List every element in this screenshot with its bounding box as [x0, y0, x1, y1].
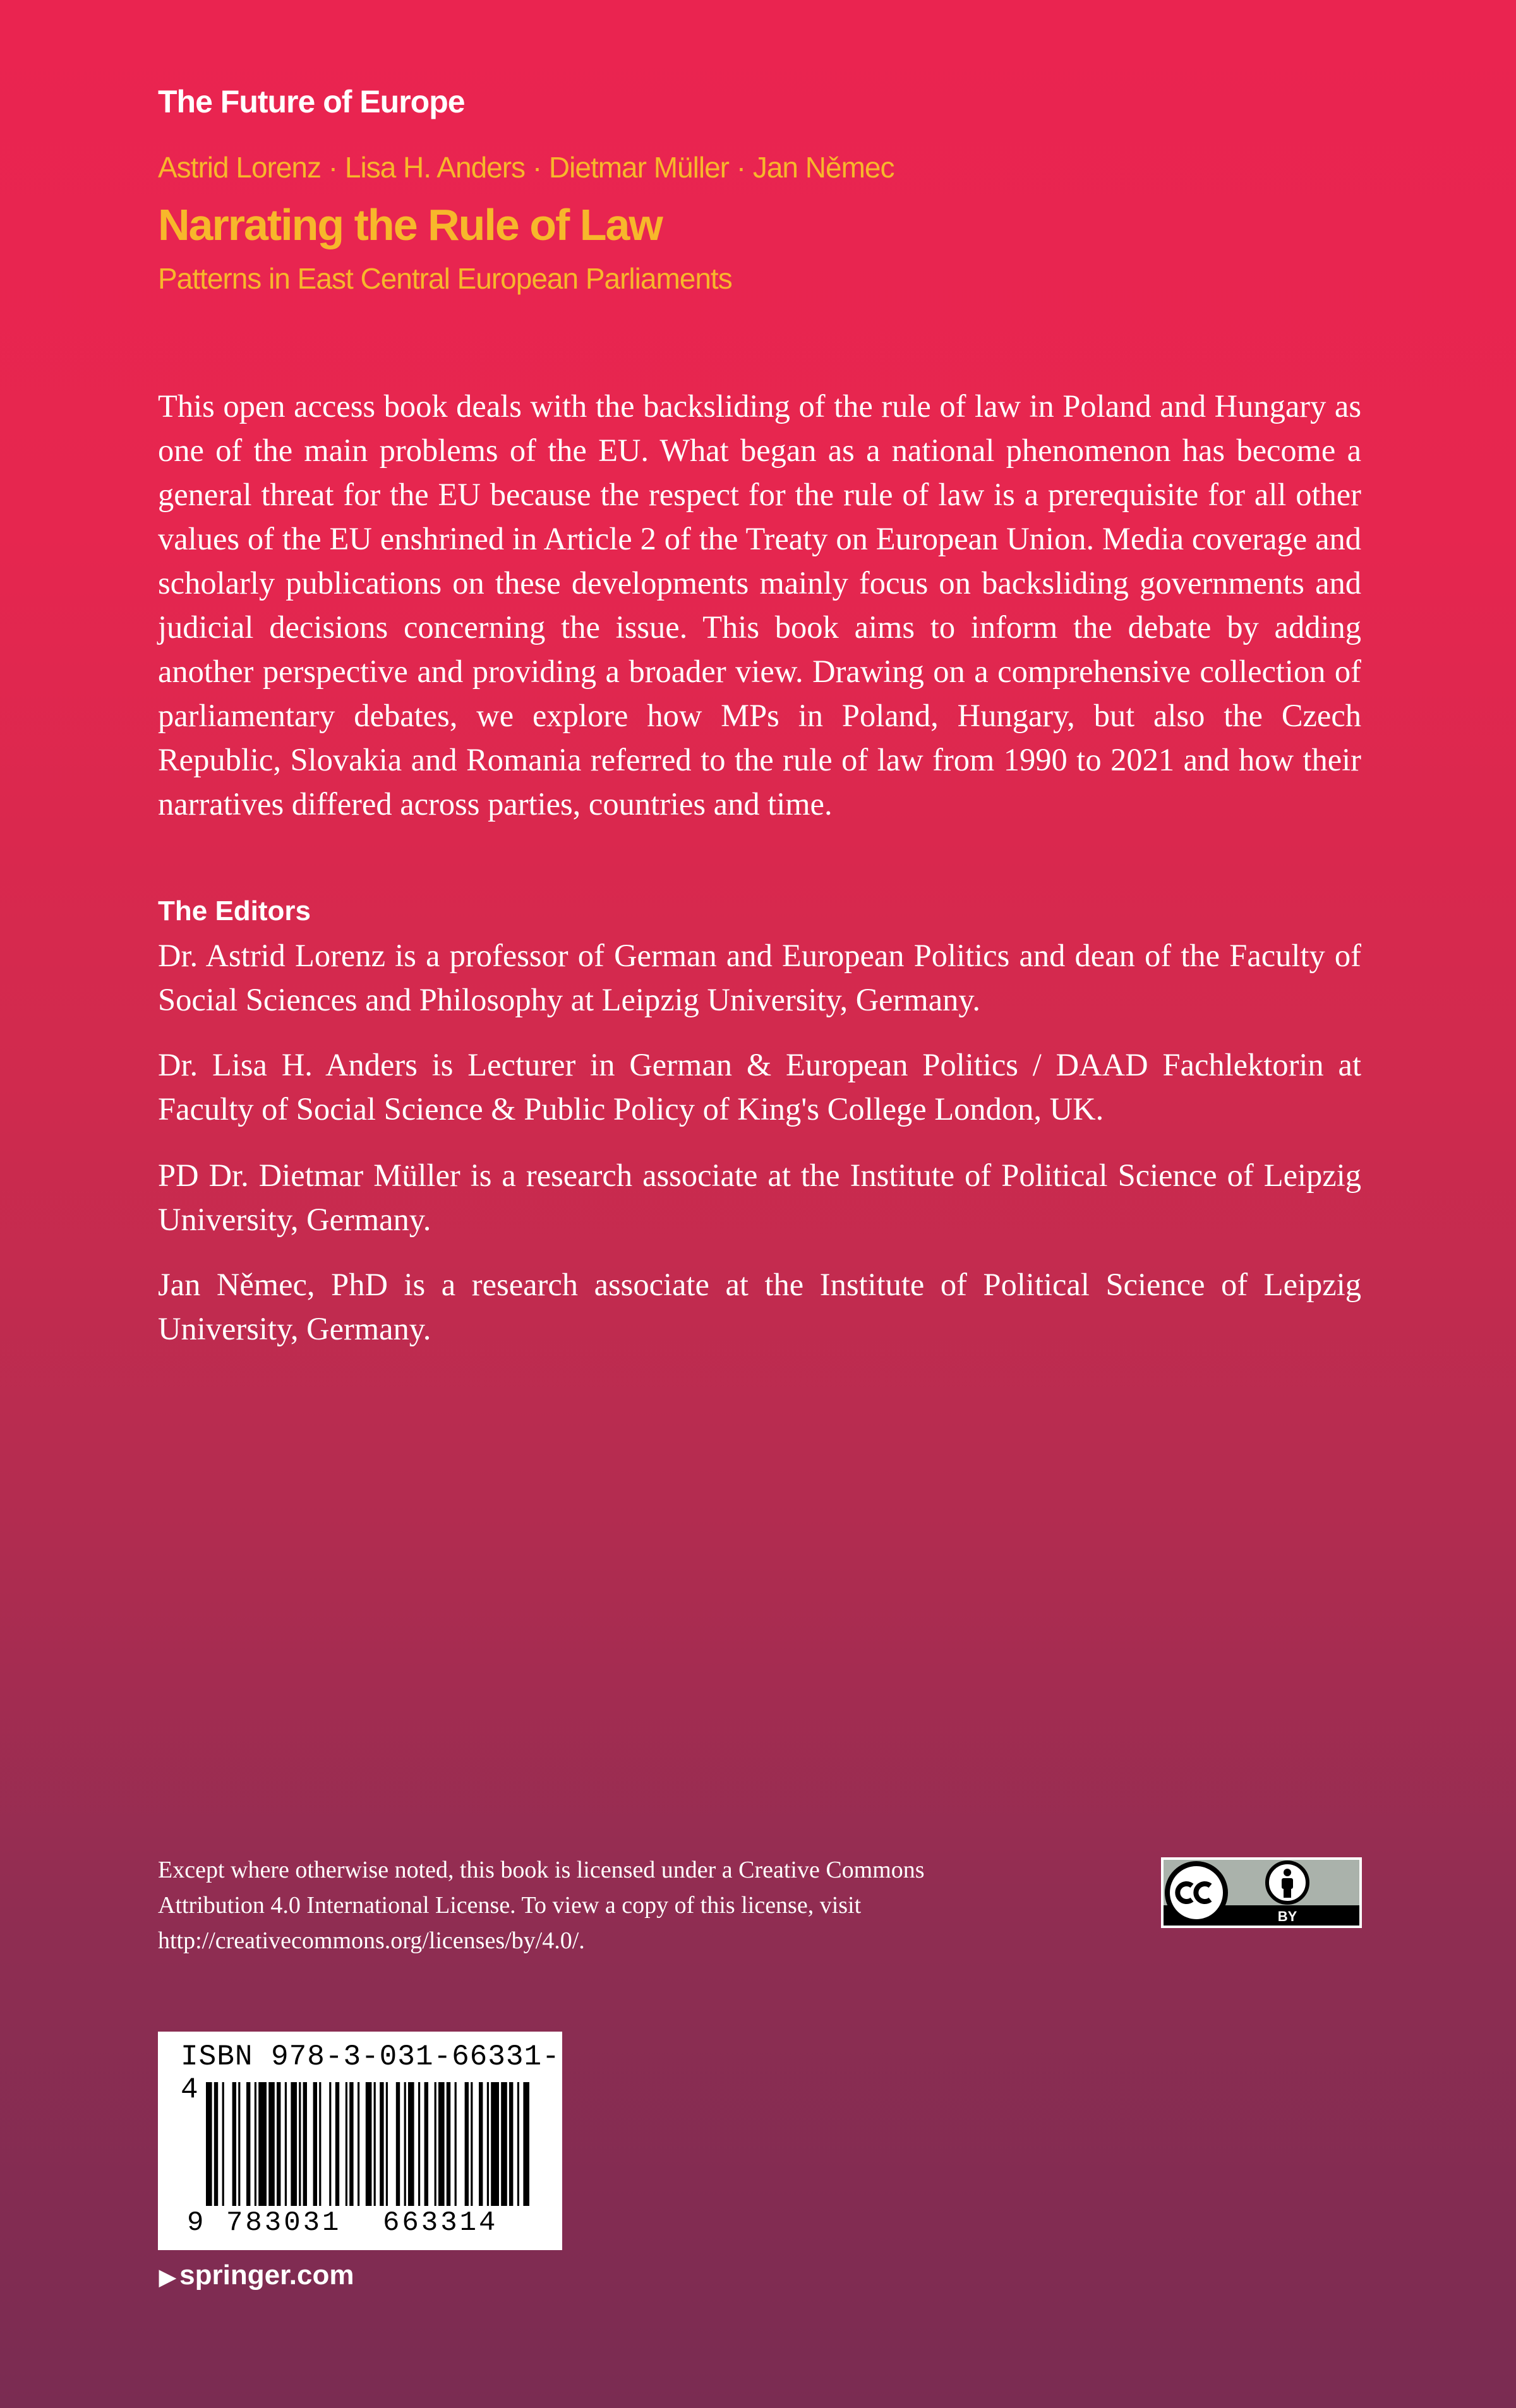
editor-bio: Dr. Astrid Lorenz is a professor of German and European Politics and dean of the Faculty of Social Sciences and Philosophy at Leipzig University, Germany. — [158, 938, 1361, 1017]
barcode-bar — [329, 2082, 331, 2206]
barcode-bar — [255, 2082, 256, 2206]
editors-heading: The Editors — [158, 896, 311, 926]
barcode-bar — [374, 2082, 376, 2206]
barcode-bar — [438, 2082, 445, 2206]
editor-bio: Jan Němec, PhD is a research associate at the Institute of Political Science of Leipzig University, Germany. — [158, 1267, 1361, 1346]
barcode-bar — [408, 2082, 414, 2206]
barcode-bar — [424, 2082, 428, 2206]
barcode-bar — [491, 2082, 499, 2206]
barcode-bar — [523, 2082, 529, 2206]
barcode-bar — [366, 2082, 372, 2206]
attribution-person-icon — [1267, 1862, 1308, 1903]
barcode-bar — [335, 2082, 339, 2206]
isbn-barcode-box — [158, 2032, 562, 2250]
barcode-bar — [455, 2082, 457, 2206]
barcode-bar — [313, 2082, 317, 2206]
barcode-bar — [258, 2082, 267, 2206]
barcode-bar — [232, 2082, 236, 2206]
barcode-bar — [435, 2082, 436, 2206]
by-label: BY — [1277, 1908, 1297, 1924]
barcode-bar — [285, 2082, 287, 2206]
barcode-bar — [386, 2082, 388, 2206]
book-description: This open access book deals with the backsliding of the rule of law in Poland and Hungary as one of the main problems of the EU. What began as a national phenomenon has become a general threat for the EU because the respect for the rule of law is a prerequisite for all other values of the EU enshrined in Article 2 of the Treaty on European Union. Media coverage and scholarly publications on these developments mainly focus on backsliding governments and judicial decisions concerning the issue. This book aims to inform the debate by adding another perspective and providing a broader view. Drawing on a comprehensive collection of parliamentary debates, we explore how MPs in Poland, Hungary, but also the Czech Republic, Slovakia and Romania referred to the rule of law from 1990 to 2021 and how their narratives differed across parties, countries and time. — [158, 388, 1361, 822]
book-title: Narrating the Rule of Law — [158, 200, 662, 249]
barcode-bar — [214, 2082, 218, 2206]
barcode-bar — [418, 2082, 420, 2206]
barcode-bar — [277, 2082, 280, 2206]
barcode-bar — [299, 2082, 301, 2206]
barcode-bar — [206, 2082, 212, 2206]
book-subtitle: Patterns in East Central European Parliaments — [158, 262, 732, 295]
barcode-bar — [517, 2082, 519, 2206]
barcode-bar — [349, 2082, 353, 2206]
series-title: The Future of Europe — [158, 84, 465, 119]
barcode-bar — [303, 2082, 307, 2206]
barcode-bar — [268, 2082, 275, 2206]
barcode-bar — [447, 2082, 450, 2206]
barcode-bar — [465, 2082, 469, 2206]
barcode-bar — [487, 2082, 489, 2206]
license-notice: Except where otherwise noted, this book is licensed under a Creative Commons Attribution 4.0 International License. To view a copy of this license, visit http://creativecommons.org/licenses/by/4.0/. — [158, 1857, 925, 1954]
author-list: Astrid Lorenz · Lisa H. Anders · Dietmar Müller · Jan Němec — [158, 151, 894, 184]
cc-icon — [1167, 1864, 1225, 1922]
barcode-bar — [246, 2082, 250, 2206]
barcode-bar — [396, 2082, 400, 2206]
barcode-bar — [404, 2082, 406, 2206]
barcode-bar — [501, 2082, 507, 2206]
isbn-label: ISBN 978-3-031-66331-4 — [181, 2040, 560, 2106]
barcode-bar — [222, 2082, 224, 2206]
play-arrow-icon: ▶ — [159, 2265, 176, 2289]
barcode-bar — [380, 2082, 383, 2206]
barcode-bar — [291, 2082, 297, 2206]
barcode-bar — [358, 2082, 359, 2206]
barcode-bar — [238, 2082, 240, 2206]
barcode-bar — [471, 2082, 472, 2206]
barcode-bar — [509, 2082, 513, 2206]
barcode-icon — [183, 2082, 537, 2234]
isbn-digit-first: 9 — [187, 2207, 204, 2234]
isbn-digits-right: 663314 — [383, 2207, 498, 2234]
barcode-bar — [346, 2082, 347, 2206]
isbn-digits-left: 783031 — [226, 2207, 342, 2234]
cc-by-badge[interactable] — [1161, 1857, 1362, 1928]
editor-bio: Dr. Lisa H. Anders is Lecturer in German & European Politics / DAAD Fachlektorin at Faculty of Social Science & Public Policy of King's College London, UK. — [158, 1047, 1361, 1127]
barcode-bar — [479, 2082, 483, 2206]
barcode-bar — [319, 2082, 321, 2206]
publisher-link[interactable] — [159, 2260, 354, 2291]
publisher-site: springer.com — [179, 2260, 354, 2291]
editor-bio: PD Dr. Dietmar Müller is a research associate at the Institute of Political Science of Leipzig University, Germany. — [158, 1158, 1361, 1237]
